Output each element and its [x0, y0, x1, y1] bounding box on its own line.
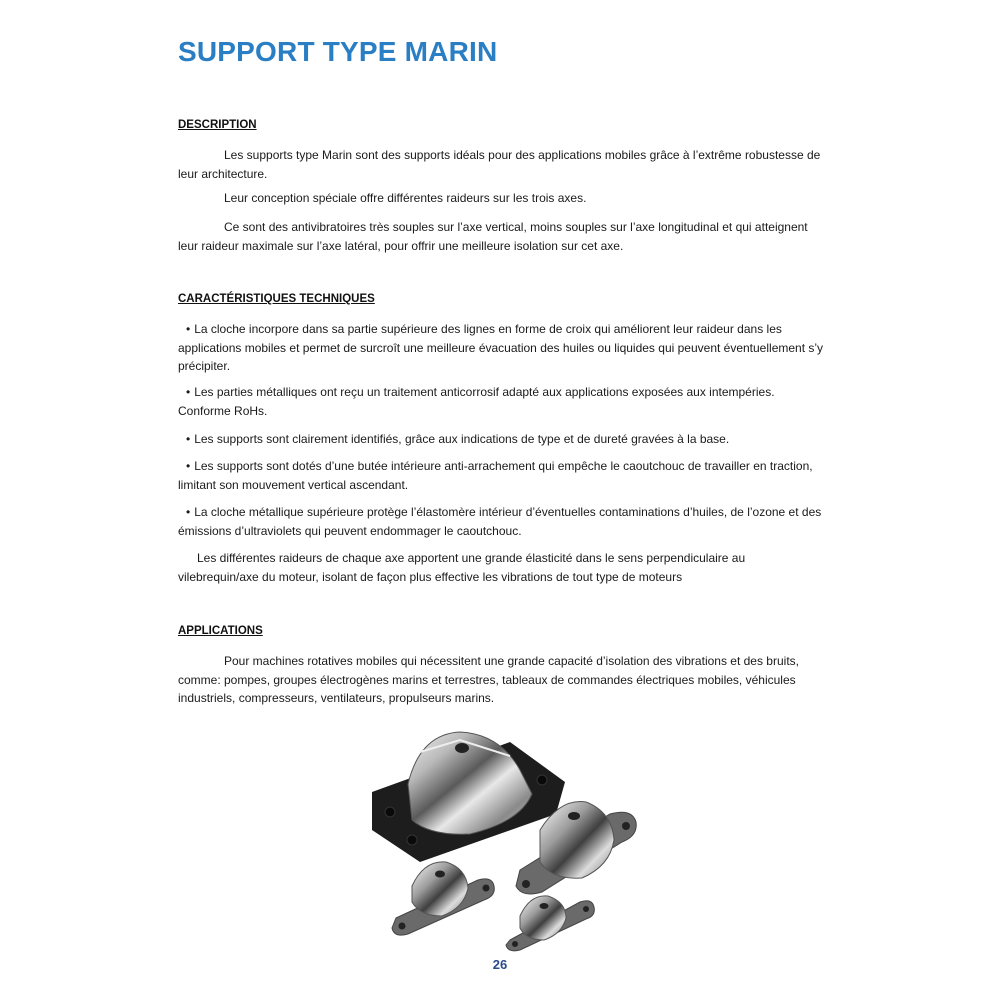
page-number: 26 — [492, 957, 508, 972]
description-heading: DESCRIPTION — [178, 119, 257, 131]
technical-bullet-5 — [178, 503, 828, 540]
technical-bullet-2 — [178, 383, 828, 420]
description-paragraph-2: Leur conception spéciale offre différentes raideurs sur les trois axes. — [224, 191, 587, 205]
technical-heading: CARACTÉRISTIQUES TECHNIQUES — [178, 293, 375, 305]
bullet-dot: • — [186, 385, 191, 399]
bullet-dot: • — [186, 505, 191, 519]
technical-bullet-4-text: Les supports sont dotés d’une butée intérieure anti-arrachement qui empêche le caoutchouc de travailler en traction, limitant son mouvement vertical ascendant. — [178, 459, 813, 492]
technical-closing-paragraph: Les différentes raideurs de chaque axe apportent une grande élasticité dans le sens perpendiculaire au vilebrequin/axe du moteur, isolant de façon plus effective les vibrations de tout type de moteurs — [178, 551, 746, 584]
marine-mounts-photo — [360, 722, 650, 952]
bullet-dot: • — [186, 322, 191, 336]
bullet-dot: • — [186, 459, 191, 473]
technical-bullet-4 — [178, 457, 828, 494]
applications-heading: APPLICATIONS — [178, 625, 263, 637]
page-title: SUPPORT TYPE MARIN — [178, 36, 498, 67]
description-paragraph-3: Ce sont des antivibratoires très souples sur l’axe vertical, moins souples sur l’axe longitudinal et qui atteignent leur raideur maximale sur l’axe latéral, pour offrir une meilleure isolation sur cet axe. — [178, 220, 808, 253]
technical-bullet-5-text: La cloche métallique supérieure protège l’élastomère intérieur d’éventuelles contaminations d’huiles, de l’ozone et des émissions d’ultraviolets qui peuvent endommager le caoutchouc. — [178, 505, 822, 538]
applications-paragraph: Pour machines rotatives mobiles qui nécessitent une grande capacité d’isolation des vibrations et des bruits, comme: pompes, groupes électrogènes marins et terrestres, tableaux de commandes électriques mobiles, véhicules industriels, compresseurs, ventilateurs, propulseurs marins. — [178, 654, 799, 705]
marine-mounts-illustration — [360, 722, 650, 952]
description-paragraph-1: Les supports type Marin sont des supports idéals pour des applications mobiles grâce à l’extrême robustesse de leur architecture. — [178, 148, 821, 181]
technical-bullet-3-text: Les supports sont clairement identifiés, grâce aux indications de type et de dureté gravées à la base. — [194, 432, 730, 446]
bullet-dot: • — [186, 432, 191, 446]
technical-bullet-1-text: La cloche incorpore dans sa partie supérieure des lignes en forme de croix qui améliorent leur raideur dans les applications mobiles et permet de surcroît une meilleure évacuation des huiles ou liquides qui peuvent éventuellement s’y précipiter. — [178, 322, 824, 373]
technical-bullet-3 — [178, 430, 828, 449]
technical-bullet-2-text: Les parties métalliques ont reçu un traitement anticorrosif adapté aux applications exposées aux intempéries. Conforme RoHs. — [178, 385, 775, 418]
technical-bullet-1 — [178, 320, 828, 376]
